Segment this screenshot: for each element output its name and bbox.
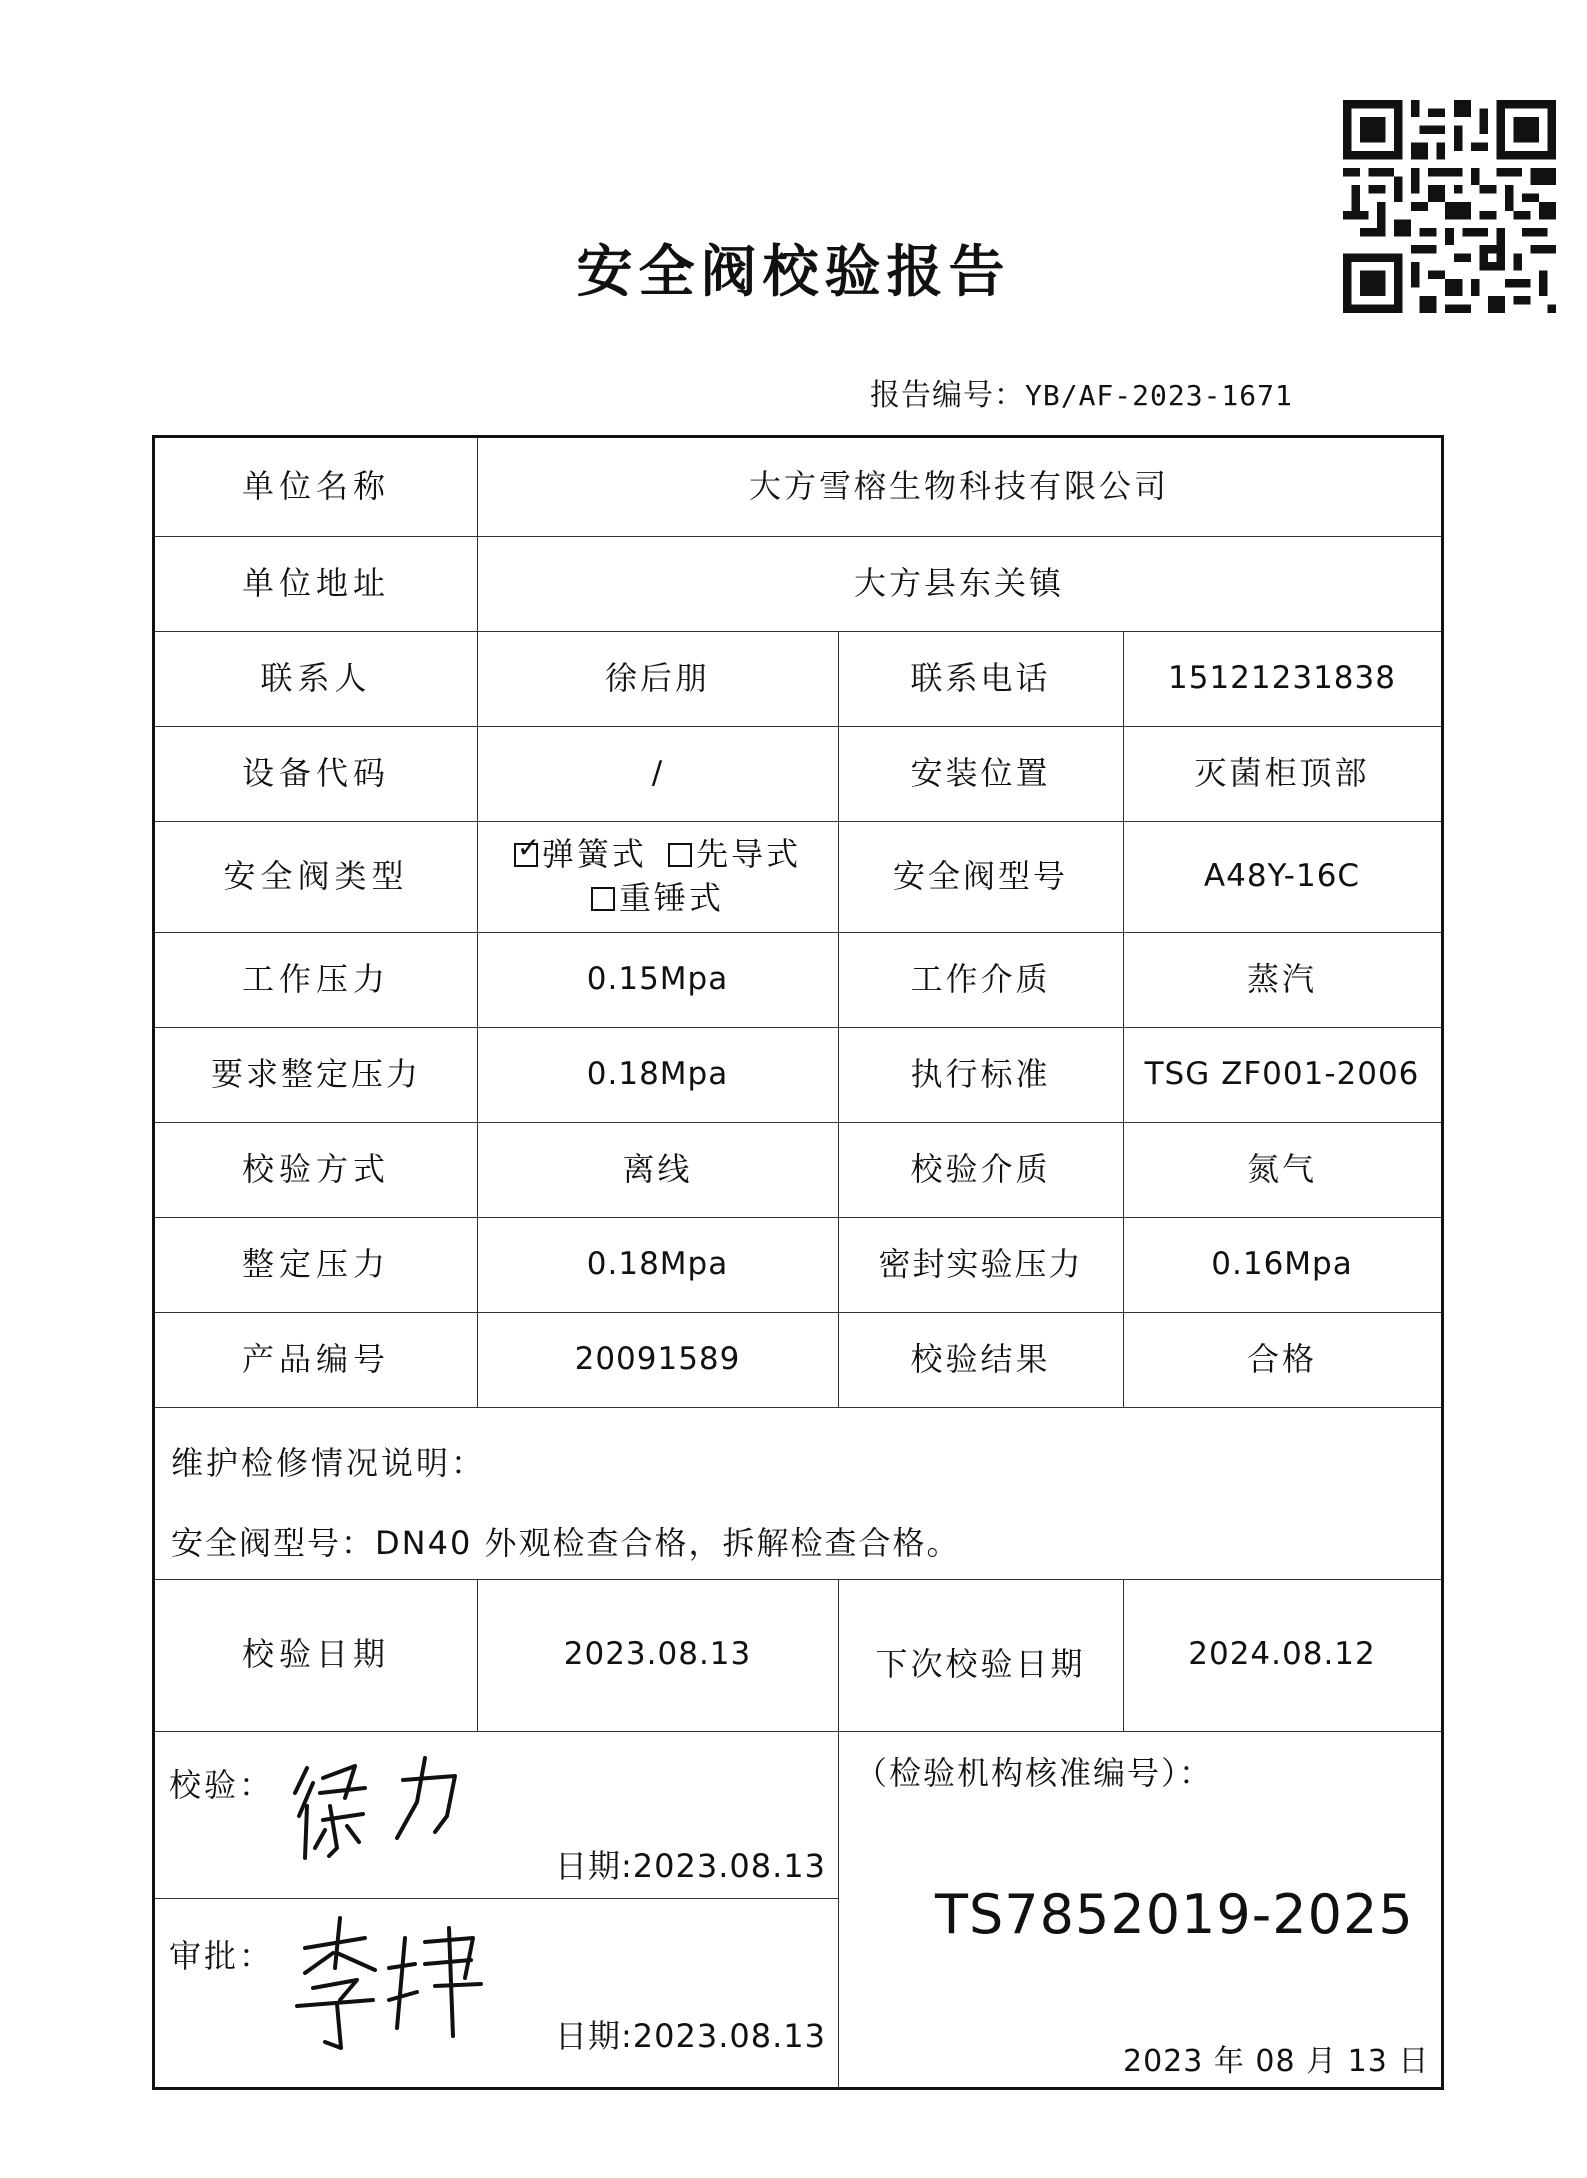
inspection-medium-label: 校验介质 — [910, 1149, 1051, 1188]
inspector-date: 日期:2023.08.13 — [555, 1847, 827, 1885]
work-pressure-label: 工作压力 — [241, 959, 390, 998]
unit-name-value: 大方雪榕生物科技有限公司 — [748, 467, 1169, 506]
maintenance-text: 安全阀型号：DN40 外观检查合格，拆解检查合格。 — [171, 1524, 961, 1562]
product-number-label: 产品编号 — [241, 1339, 390, 1378]
inspection-result-value: 合格 — [1246, 1339, 1317, 1378]
inspection-result-label: 校验结果 — [910, 1339, 1051, 1378]
spring-type-label: 弹簧式 — [541, 835, 647, 874]
standard-label: 执行标准 — [910, 1054, 1051, 1093]
inspection-method-label: 校验方式 — [241, 1149, 390, 1188]
product-number-value: 20091589 — [574, 1340, 741, 1377]
set-pressure-value: 0.18Mpa — [586, 1245, 729, 1282]
required-set-pressure-label: 要求整定压力 — [210, 1054, 421, 1093]
approver-signature — [285, 1908, 505, 2058]
valve-type-options — [477, 821, 838, 932]
pilot-type-label: 先导式 — [696, 835, 802, 874]
equipment-code-label: 设备代码 — [241, 753, 390, 792]
install-location-value: 灭菌柜顶部 — [1194, 753, 1370, 792]
seal-test-pressure-label: 密封实验压力 — [878, 1244, 1083, 1283]
work-medium-value: 蒸汽 — [1246, 959, 1317, 998]
work-medium-label: 工作介质 — [910, 959, 1051, 998]
next-inspection-date-label: 下次校验日期 — [875, 1645, 1086, 1684]
agency-approval-label: （检验机构核准编号）： — [855, 1754, 1214, 1792]
inspection-method-value: 离线 — [622, 1149, 693, 1188]
valve-model-label: 安全阀型号 — [892, 856, 1068, 895]
checkbox-check-icon: ✓ — [516, 831, 541, 865]
page-title: 安全阀校验报告 — [576, 239, 1011, 305]
work-pressure-value: 0.15Mpa — [586, 960, 729, 997]
standard-value: TSG ZF001-2006 — [1144, 1055, 1420, 1092]
unit-address-value: 大方县东关镇 — [853, 563, 1064, 602]
unit-name-label: 单位名称 — [241, 467, 390, 506]
approver-label: 审批： — [169, 1937, 275, 1975]
inspection-date-value: 2023.08.13 — [563, 1636, 752, 1673]
set-pressure-label: 整定压力 — [241, 1244, 390, 1283]
install-location-label: 安装位置 — [910, 753, 1051, 792]
weight-type-label: 重锤式 — [618, 878, 724, 917]
report-table — [152, 435, 1444, 2090]
report-number-value: YB/AF-2023-1671 — [1025, 379, 1293, 412]
inspection-date-label: 校验日期 — [241, 1635, 390, 1674]
valve-type-label: 安全阀类型 — [223, 856, 409, 895]
contact-phone-value: 15121231838 — [1168, 659, 1396, 696]
contact-value: 徐后朋 — [604, 658, 710, 697]
agency-approval-code: TS7852019-2025 — [935, 1883, 1414, 1946]
inspection-medium-value: 氮气 — [1246, 1149, 1317, 1188]
maintenance-heading: 维护检修情况说明： — [171, 1444, 487, 1482]
unit-address-label: 单位地址 — [241, 563, 390, 602]
seal-test-pressure-value: 0.16Mpa — [1211, 1245, 1353, 1282]
report-number — [870, 370, 1293, 414]
valve-model-value: A48Y-16C — [1203, 857, 1361, 894]
pilot-type-checkbox — [668, 843, 692, 867]
contact-phone-label: 联系电话 — [910, 658, 1051, 697]
inspector-signature — [285, 1738, 485, 1868]
equipment-code-value: / — [651, 754, 664, 791]
approver-date: 日期:2023.08.13 — [555, 2017, 827, 2055]
required-set-pressure-value: 0.18Mpa — [586, 1055, 729, 1092]
agency-date: 2023 年 08 月 13 日 — [1123, 2044, 1430, 2079]
spring-type-checkbox — [514, 831, 541, 867]
next-inspection-date-value: 2024.08.12 — [1188, 1636, 1376, 1673]
weight-type-checkbox — [591, 887, 615, 911]
report-number-label: 报告编号： — [870, 378, 1025, 413]
inspector-label: 校验： — [169, 1766, 275, 1804]
contact-label: 联系人 — [260, 658, 372, 697]
